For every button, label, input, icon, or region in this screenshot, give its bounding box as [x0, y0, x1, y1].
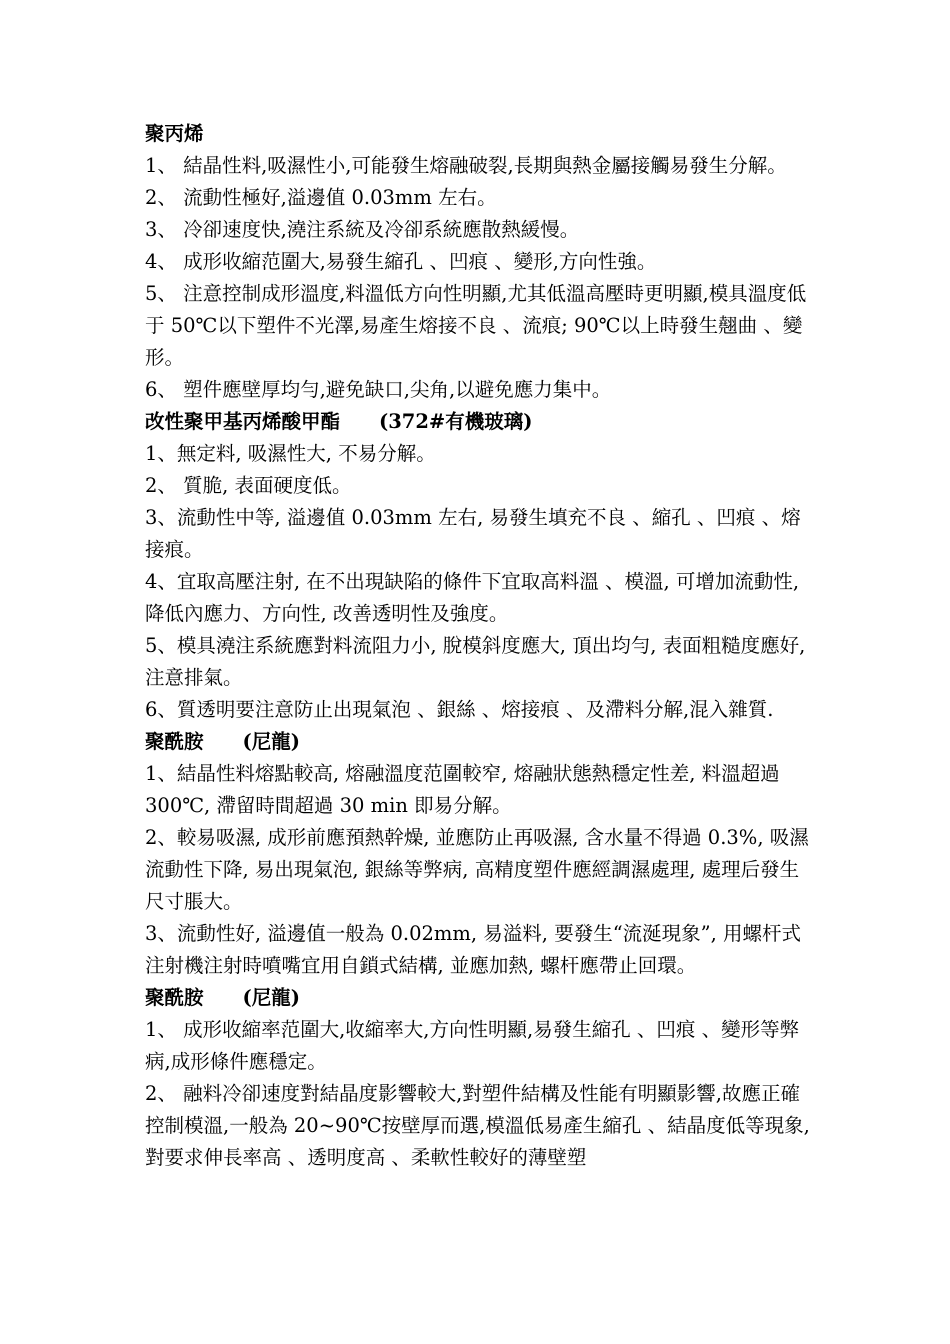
list-item: 6、質透明要注意防止出現氣泡 、銀絲 、熔接痕 、及滯料分解,混入雜質. — [145, 698, 774, 721]
list-item: 2、較易吸濕, 成形前應預熱幹燥, 並應防止再吸濕, 含水量不得過 0.3%, 吸濕流動性下降, 易出現氣泡, 銀絲等弊病, 高精度塑件應經調濕處理, 處理后發生尺寸脹大。 — [145, 826, 809, 913]
list-item: 1、結晶性料熔點較高, 熔融溫度范圍較窄, 熔融狀態熱穩定性差, 料溫超過 300℃, 滯留時間超過 30 min 即易分解。 — [145, 762, 780, 817]
list-item: 3、流動性好, 溢邊值一般為 0.02mm, 易溢料, 要發生“流涎現象”, 用螺杆式注射機注射時噴嘴宜用自鎖式結構, 並應加熱, 螺杆應帶止回環。 — [145, 922, 802, 977]
list-item: 1、 成形收縮率范圍大,收縮率大,方向性明顯,易發生縮孔 、凹痕 、變形等弊病,成形條件應穩定。 — [145, 1018, 800, 1073]
list-item: 2、 融料冷卻速度對結晶度影響較大,對塑件結構及性能有明顯影響,故應正確控制模溫,一般為 20~90℃按壁厚而選,模溫低易產生縮孔 、結晶度低等現象,對要求伸長率高 、透明度高 、柔軟性較好的薄壁塑 — [145, 1082, 810, 1169]
list-item: 4、 成形收縮范圍大,易發生縮孔 、凹痕 、變形,方向性強。 — [145, 250, 657, 273]
section-heading-modified-pmma: 改性聚甲基丙烯酸甲酯 (372#有機玻璃) — [145, 410, 533, 433]
list-item: 5、模具澆注系統應對料流阻力小, 脫模斜度應大, 頂出均勻, 表面粗糙度應好, 注意排氣。 — [145, 634, 806, 689]
list-item: 4、宜取高壓注射, 在不出現缺陷的條件下宜取高料溫 、模溫, 可增加流動性, 降低內應力、方向性, 改善透明性及強度。 — [145, 570, 800, 625]
list-item: 6、 塑件應壁厚均勻,避免缺口,尖角,以避免應力集中。 — [145, 378, 612, 401]
list-item: 3、 冷卻速度快,澆注系統及冷卻系統應散熱緩慢。 — [145, 218, 580, 241]
section-heading-polypropylene: 聚丙烯 — [145, 122, 204, 145]
section-heading-polyamide-2: 聚酰胺 (尼龍) — [145, 986, 300, 1009]
list-item: 5、 注意控制成形溫度,料溫低方向性明顯,尤其低溫高壓時更明顯,模具溫度低于 50℃以下塑件不光澤,易產生熔接不良 、流痕; 90℃以上時發生翹曲 、變形。 — [145, 282, 807, 369]
list-item: 3、流動性中等, 溢邊值 0.03mm 左右, 易發生填充不良 、縮孔 、凹痕 、熔接痕。 — [145, 506, 801, 561]
list-item: 2、 流動性極好,溢邊值 0.03mm 左右。 — [145, 186, 497, 209]
list-item: 1、 結晶性料,吸濕性小,可能發生熔融破裂,長期與熱金屬接觸易發生分解。 — [145, 154, 787, 177]
list-item: 2、 質脆, 表面硬度低。 — [145, 474, 352, 497]
list-item: 1、無定料, 吸濕性大, 不易分解。 — [145, 442, 436, 465]
document-page — [145, 118, 815, 1174]
section-heading-polyamide: 聚酰胺 (尼龍) — [145, 730, 300, 753]
